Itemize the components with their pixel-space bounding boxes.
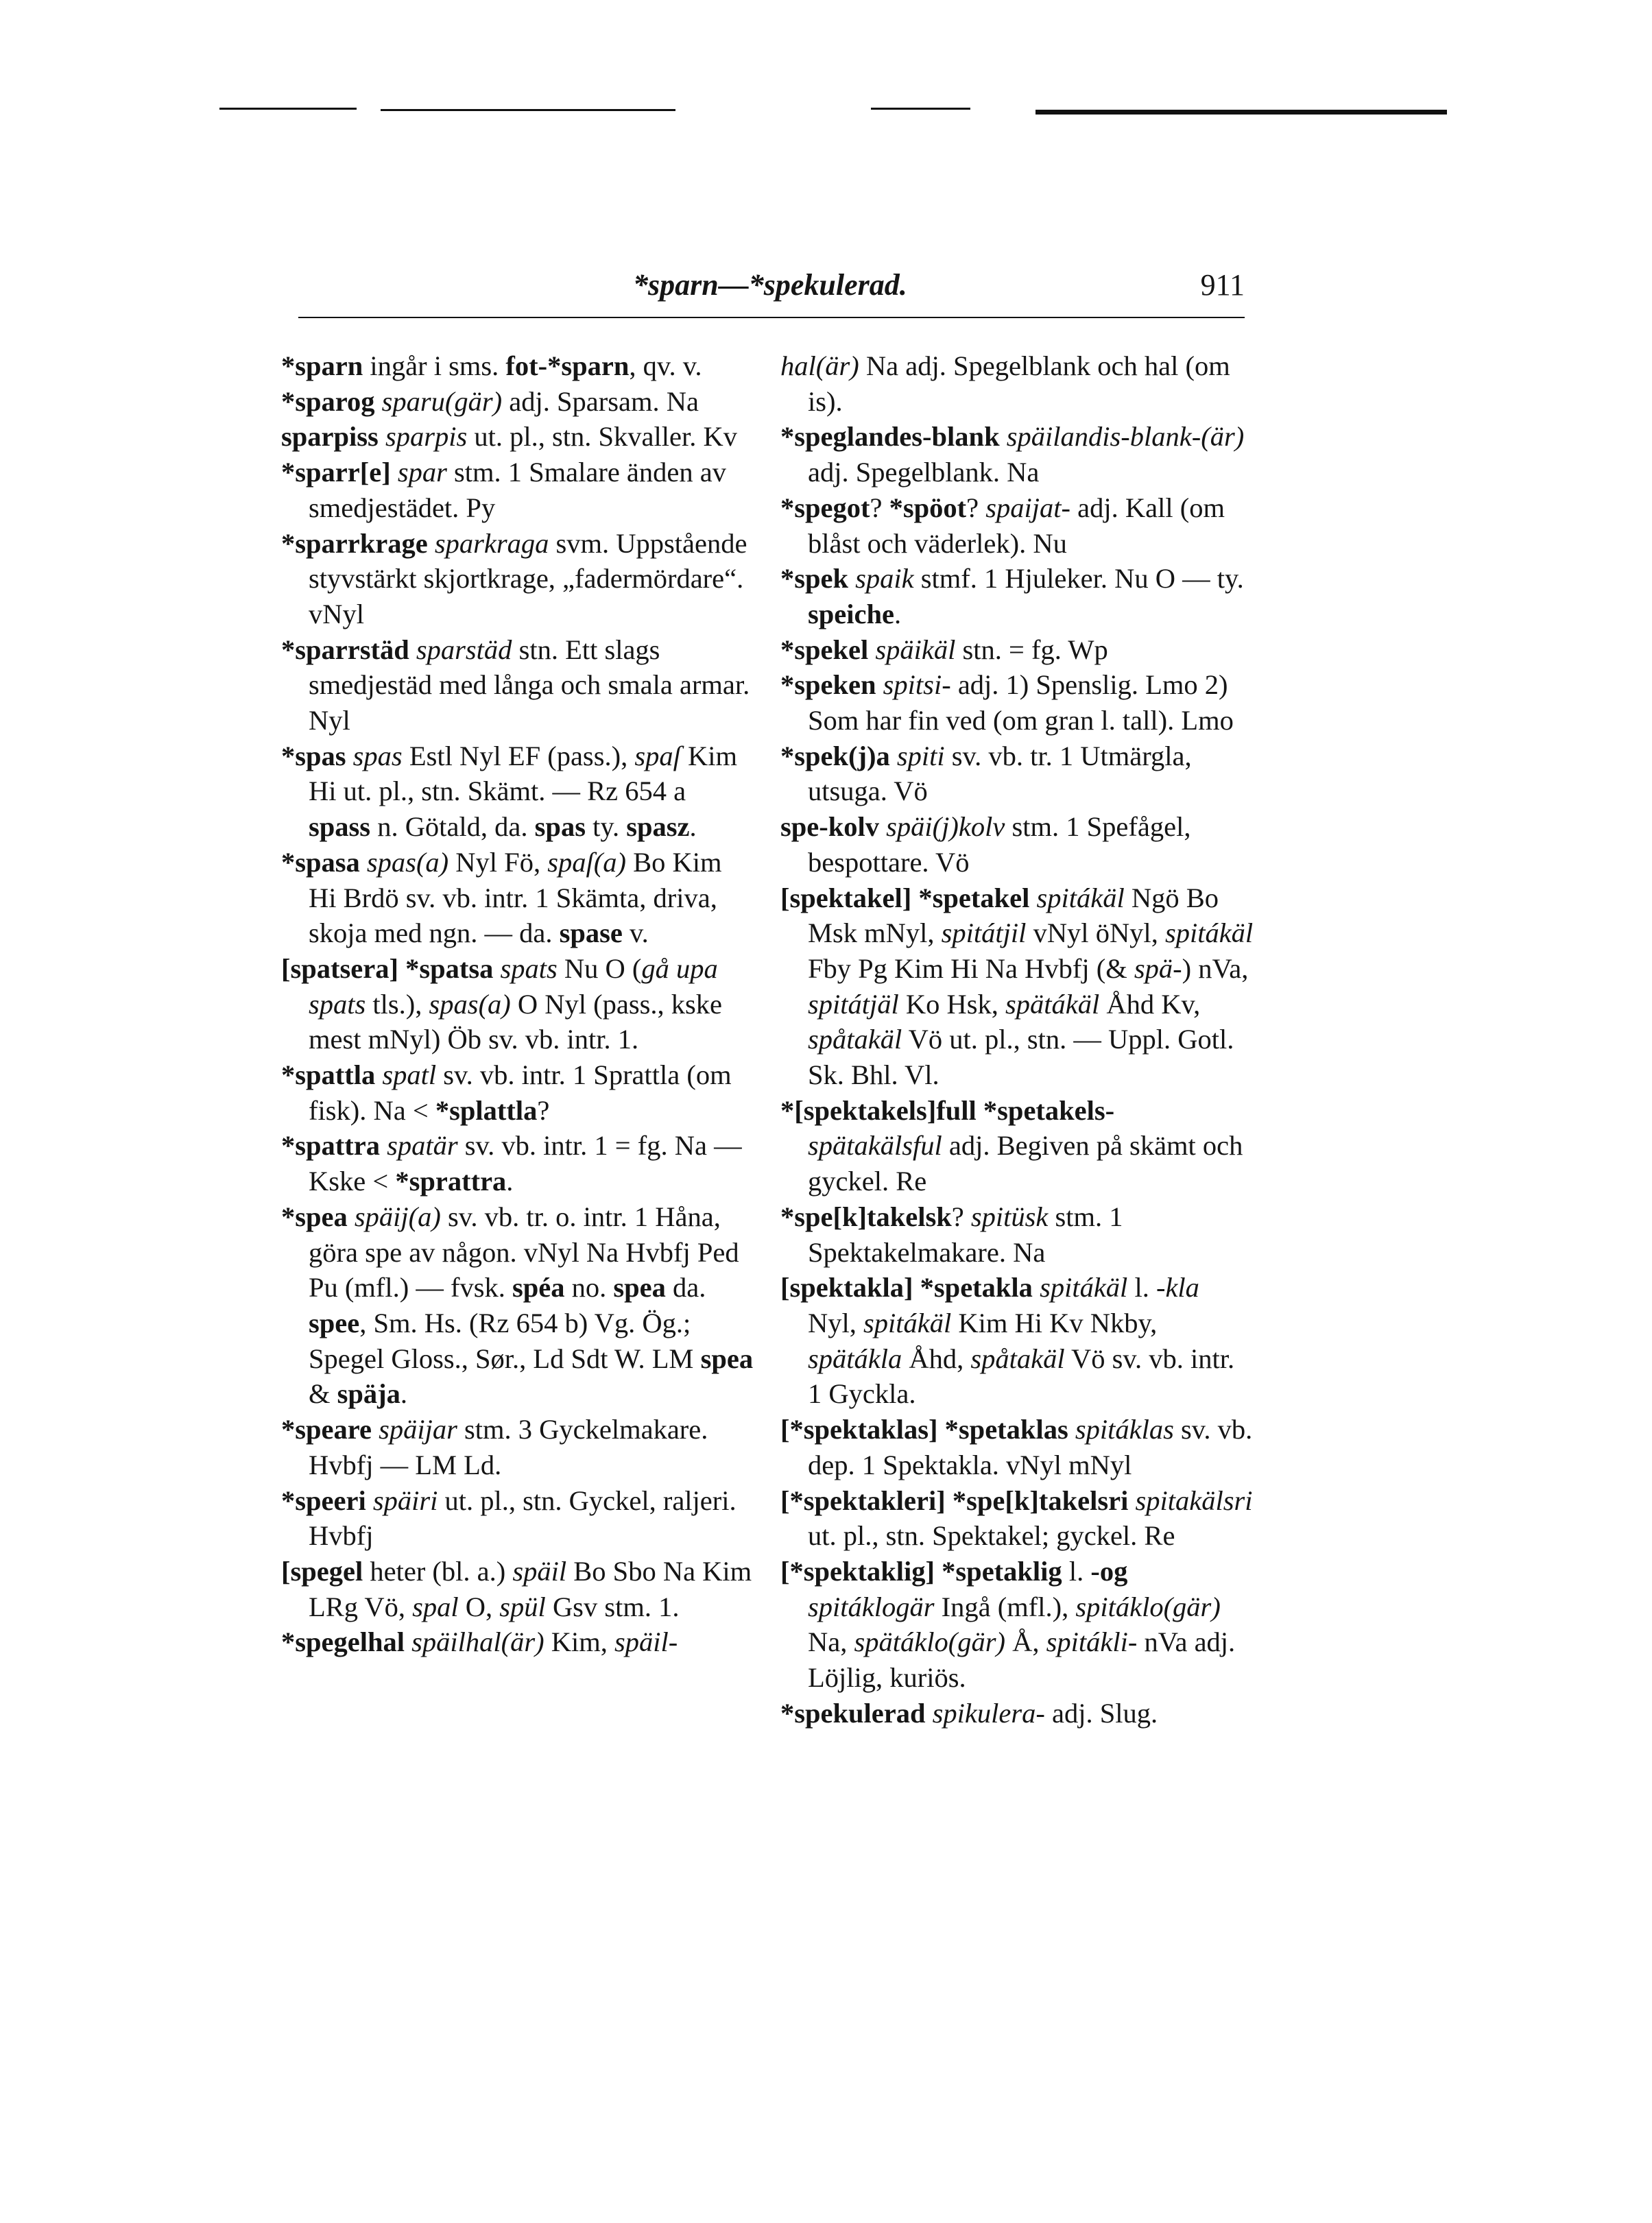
page-header [298, 267, 1245, 309]
dictionary-entry: [spatsera] *spatsa spats Nu O (gå upa spats tls.), spas(a) O Nyl (pass., kske mest mNyl) Öb sv. vb. intr. 1. [281, 952, 723, 1055]
dictionary-entry: *speeri späiri ut. pl., stn. Gyckel, raljeri. Hvbfj [281, 1485, 737, 1552]
dictionary-entry: *sparr[e] spar stm. 1 Smalare änden av smedjestädet. Py [281, 457, 726, 523]
dictionary-entry: *sparrkrage sparkraga svm. Uppstående styvstärkt skjortkrage, „fadermördare“. vNyl [281, 527, 747, 629]
dictionary-entry: sparpiss sparpis ut. pl., stn. Skvaller. Kv [281, 421, 737, 453]
dictionary-entry: *speken spitsi- adj. 1) Spenslig. Lmo 2) Som har fin ved (om gran l. tall). Lmo [780, 669, 1234, 736]
dictionary-entry: [spektakel] *spetakel spitákäl Ngö Bo Msk mNyl, spitátjil vNyl öNyl, spitákäl Fby Pg Kim Hi Na Hvbfj (& spä-) nVa, spitátjäl Ko Hsk, spätákäl Åhd Kv, spåtakäl Vö ut. pl., stn. — Uppl. Gotl. Sk. Bhl. Vl. [780, 882, 1254, 1091]
dictionary-entry: *speglandes-blank späilandis-blank-(är) adj. Spegelblank. Na [780, 421, 1245, 488]
dictionary-entry: hal(är) Na adj. Spegelblank och hal (om is). [780, 350, 1230, 417]
left-column [281, 348, 754, 1660]
dictionary-entry: [*spektakleri] *spe[k]takelsri spitakälsri ut. pl., stn. Spektakel; gyckel. Re [780, 1485, 1253, 1552]
dictionary-entry: *spekulerad spikulera- adj. Slug. [780, 1697, 1158, 1729]
top-rule-3 [871, 108, 970, 110]
header-rule [298, 317, 1245, 318]
dictionary-entry: [spektakla] *spetakla spitákäl l. -kla Nyl, spitákäl Kim Hi Kv Nkby, spätákla Åhd, spåtakäl Vö sv. vb. intr. 1 Gyckla. [780, 1272, 1235, 1410]
dictionary-entry: *spek spaik stmf. 1 Hjuleker. Nu O — ty. speiche. [780, 563, 1244, 629]
dictionary-entry: *spasa spas(a) Nyl Fö, spaſ(a) Bo Kim Hi Brdö sv. vb. intr. 1 Skämta, driva, skoja med ngn. — da. spase v. [281, 846, 722, 949]
dictionary-entry: *spea späij(a) sv. vb. tr. o. intr. 1 Håna, göra spe av någon. vNyl Na Hvbfj Ped Pu (mfl.) — fvsk. spéa no. spea da. spee, Sm. Hs. (Rz 654 b) Vg. Ög.; Spegel Gloss., Sør., Ld Sdt W. LM spea & späja. [281, 1201, 754, 1410]
dictionary-entry: spe-kolv späi(j)kolv stm. 1 Spefågel, bespottare. Vö [780, 811, 1191, 878]
dictionary-entry: [*spektaklig] *spetaklig l. -og spitáklogär Ingå (mfl.), spitáklo(gär) Na, spätáklo(gär) Å, spitákli- nVa adj. Löjlig, kuriös. [780, 1555, 1236, 1694]
dictionary-entry: [*spektaklas] *spetaklas spitáklas sv. vb. dep. 1 Spektakla. vNyl mNyl [780, 1414, 1253, 1480]
top-rule-2 [381, 109, 675, 111]
dictionary-entry: *spas spas Estl Nyl EF (pass.), spaſ Kim Hi ut. pl., stn. Skämt. — Rz 654 a spass n. Götald, da. spas ty. spasz. [281, 740, 737, 843]
running-title: *sparn—*spekulerad. [633, 268, 907, 302]
dictionary-entry: [spegel heter (bl. a.) späil Bo Sbo Na Kim LRg Vö, spal O, spül Gsv stm. 1. [281, 1555, 752, 1622]
dictionary-entry: *spe[k]takelsk? spitüsk stm. 1 Spektakelmakare. Na [780, 1201, 1123, 1268]
right-column [780, 348, 1254, 1731]
dictionary-entry: *spattla spatl sv. vb. intr. 1 Sprattla (om fisk). Na < *splattla? [281, 1059, 732, 1126]
dictionary-entry: *spegot? *spöot? spaijat- adj. Kall (om blåst och väderlek). Nu [780, 492, 1225, 559]
dictionary-entry: *sparn ingår i sms. fot-*sparn, qv. v. [281, 350, 702, 381]
dictionary-entry: *sparrstäd sparstäd stn. Ett slags smedjestäd med långa och smala armar. Nyl [281, 634, 750, 736]
dictionary-entry: *[spektakels]full *spetakels- spätakälsful adj. Begiven på skämt och gyckel. Re [780, 1094, 1243, 1197]
dictionary-entry: *speare späijar stm. 3 Gyckelmakare. Hvbfj — LM Ld. [281, 1414, 708, 1480]
dictionary-entry: *spegelhal späilhal(är) Kim, späil- [281, 1626, 678, 1658]
top-rule-4 [1036, 110, 1447, 115]
dictionary-entry: *spekel späikäl stn. = fg. Wp [780, 634, 1108, 665]
page-number: 911 [1200, 268, 1245, 302]
dictionary-entry: *spek(j)a spiti sv. vb. tr. 1 Utmärgla, utsuga. Vö [780, 740, 1192, 807]
dictionary-entry: *spattra spatär sv. vb. intr. 1 = fg. Na — Kske < *sprattra. [281, 1130, 742, 1197]
dictionary-entry: *sparog sparu(gär) adj. Sparsam. Na [281, 385, 699, 417]
top-rule-1 [219, 108, 357, 110]
